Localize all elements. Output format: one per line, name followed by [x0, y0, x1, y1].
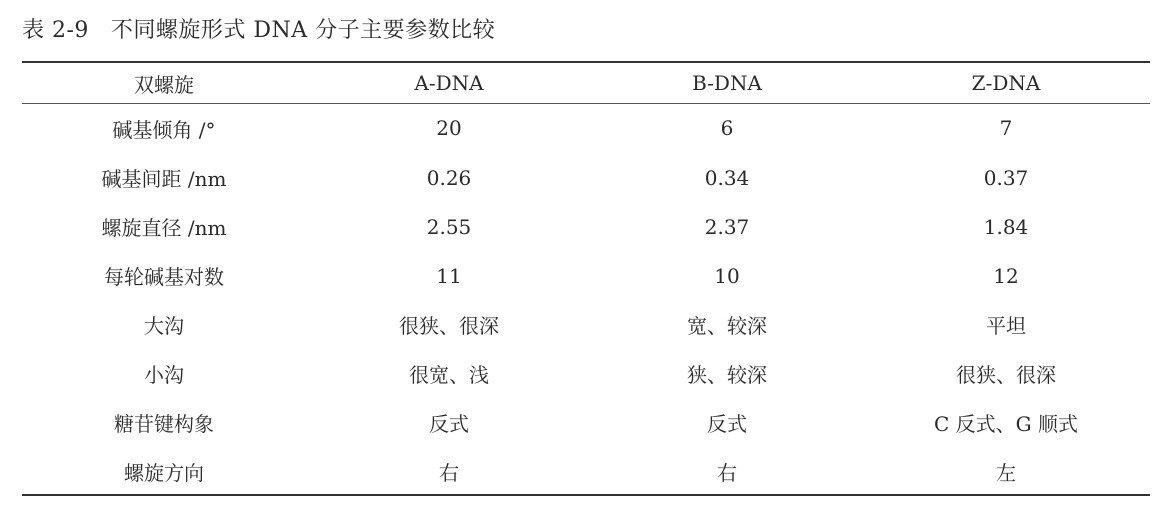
cell-z-dna: 12 — [993, 263, 1019, 288]
cell-a-dna: 很狭、很深 — [399, 314, 499, 338]
row-label: 每轮碱基对数 — [104, 265, 224, 289]
cell-z-dna: C 反式、G 顺式 — [934, 412, 1078, 436]
table-row — [22, 103, 1150, 153]
cell-z-dna: 很狭、很深 — [956, 363, 1056, 387]
cell-a-dna: 0.26 — [426, 165, 472, 190]
row-label: 碱基间距 /nm — [101, 167, 227, 191]
row-label: 碱基倾角 /° — [112, 117, 216, 142]
table-row — [22, 349, 1150, 398]
row-label: 螺旋直径 /nm — [101, 216, 227, 240]
header-z-dna: Z-DNA — [971, 71, 1041, 95]
cell-b-dna: 狭、较深 — [687, 363, 767, 387]
table-caption — [22, 16, 495, 46]
cell-a-dna: 很宽、浅 — [409, 363, 489, 387]
cell-z-dna: 7 — [999, 116, 1013, 140]
cell-b-dna: 2.37 — [704, 214, 750, 239]
table-row — [22, 398, 1150, 447]
dna-parameters-table — [22, 63, 1150, 496]
table-title: 不同螺旋形式 DNA 分子主要参数比较 — [110, 18, 496, 43]
cell-b-dna: 宽、较深 — [687, 314, 767, 338]
row-label: 螺旋方向 — [124, 461, 204, 485]
table-row — [22, 202, 1150, 251]
cell-b-dna: 10 — [714, 263, 740, 288]
table-header-row — [22, 63, 1150, 103]
row-label: 糖苷键构象 — [114, 412, 214, 436]
cell-b-dna: 6 — [720, 116, 734, 140]
table-row — [22, 300, 1150, 349]
cell-a-dna: 2.55 — [426, 214, 472, 239]
header-parameter: 双螺旋 — [134, 72, 194, 97]
cell-b-dna: 0.34 — [704, 165, 750, 190]
cell-a-dna: 反式 — [429, 412, 469, 436]
cell-z-dna: 平坦 — [986, 314, 1026, 338]
header-a-dna: A-DNA — [414, 71, 484, 95]
table-row — [22, 447, 1150, 496]
row-label: 大沟 — [144, 314, 184, 338]
cell-a-dna: 右 — [439, 461, 459, 485]
cell-z-dna: 左 — [996, 461, 1016, 485]
table-row — [22, 251, 1150, 300]
cell-z-dna: 0.37 — [983, 165, 1029, 190]
table-number: 表 2-9 — [22, 18, 89, 43]
cell-b-dna: 右 — [717, 461, 737, 485]
cell-a-dna: 11 — [436, 263, 462, 288]
header-b-dna: B-DNA — [692, 71, 762, 95]
cell-b-dna: 反式 — [707, 412, 747, 436]
cell-a-dna: 20 — [436, 116, 462, 140]
cell-z-dna: 1.84 — [983, 214, 1029, 239]
row-label: 小沟 — [144, 363, 184, 387]
table-row — [22, 153, 1150, 202]
